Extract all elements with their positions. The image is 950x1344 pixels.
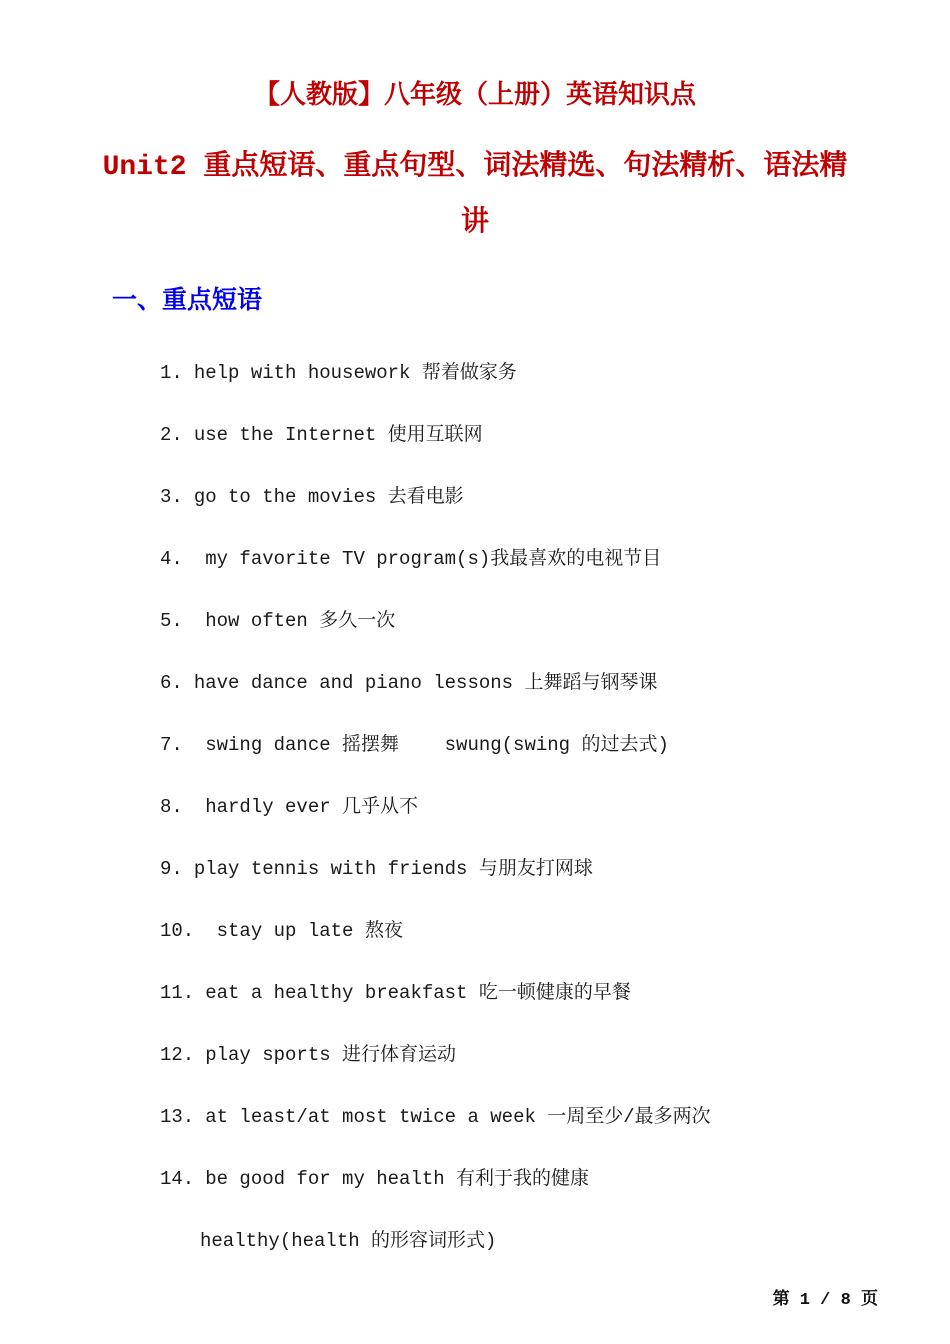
phrase-item [160,1086,920,1148]
phrase-text: my favorite TV program(s)我最喜欢的电视节目 [193,548,662,571]
phrase-text: go to the movies 去看电影 [193,486,464,509]
phrase-item [160,962,920,1024]
phrase-text: help with housework 帮着做家务 [193,362,517,385]
phrase-text: play sports 进行体育运动 [205,1044,457,1067]
phrase-text: have dance and piano lessons 上舞蹈与钢琴课 [193,672,658,695]
phrase-number: 2. [160,424,183,447]
phrase-text: at least/at most twice a week 一周至少/最多两次 [205,1106,711,1129]
phrase-item [160,714,920,776]
phrase-number: 13. [160,1106,195,1129]
phrase-item [160,590,920,652]
phrase-number: 6. [160,672,183,695]
phrase-item [160,1148,920,1210]
phrase-item [160,652,920,714]
phrase-continuation: healthy(health 的形容词形式) [200,1230,497,1253]
phrase-text: be good for my health 有利于我的健康 [205,1168,590,1191]
phrase-text: swing dance 摇摆舞 swung(swing 的过去式) [193,734,669,757]
document-title: 【人教版】八年级（上册）英语知识点 [253,81,696,111]
phrase-number: 10. [160,920,195,943]
phrase-number: 3. [160,486,183,509]
phrase-item [160,1024,920,1086]
phrase-number: 7. [160,734,183,757]
page-number: 第 1 / 8 页 [772,1291,878,1310]
phrase-text: hardly ever 几乎从不 [193,796,419,819]
phrase-text: how often 多久一次 [193,610,396,633]
phrase-number: 8. [160,796,183,819]
phrase-number: 1. [160,362,183,385]
phrase-list [160,342,920,1272]
document-subtitle: Unit2 重点短语、重点句型、词法精选、句法精析、语法精讲 [102,151,848,239]
phrase-item [160,900,920,962]
phrase-item [160,404,920,466]
phrase-item [160,776,920,838]
phrase-number: 12. [160,1044,195,1067]
phrase-text: play tennis with friends 与朋友打网球 [193,858,593,881]
phrase-number: 14. [160,1168,195,1191]
phrase-text: stay up late 熬夜 [205,920,403,943]
phrase-item [160,466,920,528]
section-heading-key-phrases: 一、重点短语 [112,286,263,316]
phrase-text: use the Internet 使用互联网 [193,424,483,447]
phrase-number: 11. [160,982,195,1005]
phrase-number: 9. [160,858,183,881]
phrase-number: 4. [160,548,183,571]
phrase-item [160,342,920,404]
phrase-item [160,838,920,900]
phrase-text: eat a healthy breakfast 吃一顿健康的早餐 [205,982,631,1005]
phrase-number: 5. [160,610,183,633]
phrase-item [160,528,920,590]
